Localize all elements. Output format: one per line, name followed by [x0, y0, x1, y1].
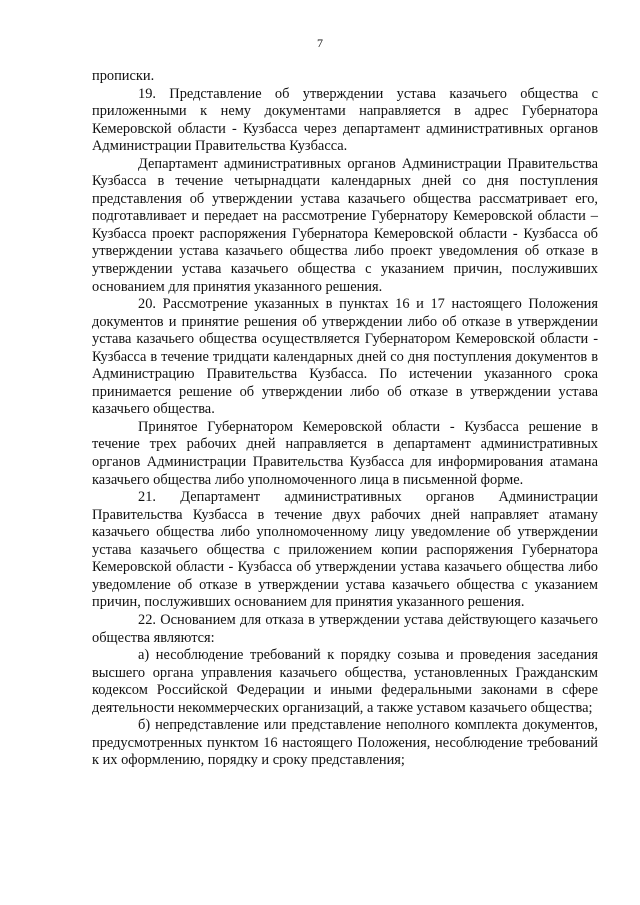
- page-number: 7: [317, 36, 323, 50]
- paragraph-item-20: 20. Рассмотрение указанных в пунктах 16 и 17 настоящего Положения документов и принятие решения об утверждении либо об отказе в утверждении устава казачьего общества осуществляется Губернатором Кемеровской области - Кузбасса в течение тридцати календарных дней со дня поступления документов в Администрацию Правительства Кузбасса. По истечении указанного срока принимается решение об утверждении либо об отказе в утверждении устава казачьего общества.: [92, 296, 598, 418]
- paragraph-item-22: 22. Основанием для отказа в утверждении устава действующего казачьего общества являются:: [92, 611, 598, 646]
- paragraph-department-review: Департамент административных органов Администрации Правительства Кузбасса в течение четырнадцати календарных дней со дня поступления представления об утверждении устава казачьего общества рассматривает его, подготавливает и передает на рассмотрение Губернатору Кемеровской области – Кузбасса проект распоряжения Губернатора Кемеровской области - Кузбасса об утверждении устава казачьего общества либо проект уведомления об отказе в утверждении устава казачьего общества с указанием причин, послуживших основанием для принятия указанного решения.: [92, 155, 598, 295]
- paragraph-subitem-b: б) непредставление или представление неполного комплекта документов, предусмотренных пунктом 16 настоящего Положения, несоблюдение требований к их оформлению, порядку и сроку представления;: [92, 717, 598, 769]
- document-body: [92, 68, 598, 770]
- paragraph-item-19: 19. Представление об утверждении устава казачьего общества с приложенными к нему документами направляется в адрес Губернатора Кемеровской области - Кузбасса через департамент административных органов Администрации Правительства Кузбасса.: [92, 85, 598, 155]
- paragraph-decision-notice: Принятое Губернатором Кемеровской области - Кузбасса решение в течение трех рабочих дней направляется в департамент административных органов Администрации Правительства Кузбасса для информирования атамана казачьего общества либо уполномоченного лица в письменной форме.: [92, 418, 598, 488]
- paragraph-subitem-a: а) несоблюдение требований к порядку созыва и проведения заседания высшего органа управления казачьего общества, установленных Гражданским кодексом Российской Федерации и иными федеральными законами в сфере деятельности некоммерческих организаций, а также уставом казачьего общества;: [92, 647, 598, 716]
- paragraph-item-21: 21. Департамент административных органов Администрации Правительства Кузбасса в течение двух рабочих дней направляет атаману казачьего общества либо уполномоченному лицу уведомление об утверждении устава казачьего общества с приложением копии распоряжения Губернатора Кемеровской области - Кузбасса об утверждении устава казачьего общества либо уведомление об отказе в утверждении устава казачьего общества с указанием причин, послуживших основанием для принятия указанного решения.: [92, 489, 598, 611]
- paragraph-continuation: прописки.: [92, 68, 155, 84]
